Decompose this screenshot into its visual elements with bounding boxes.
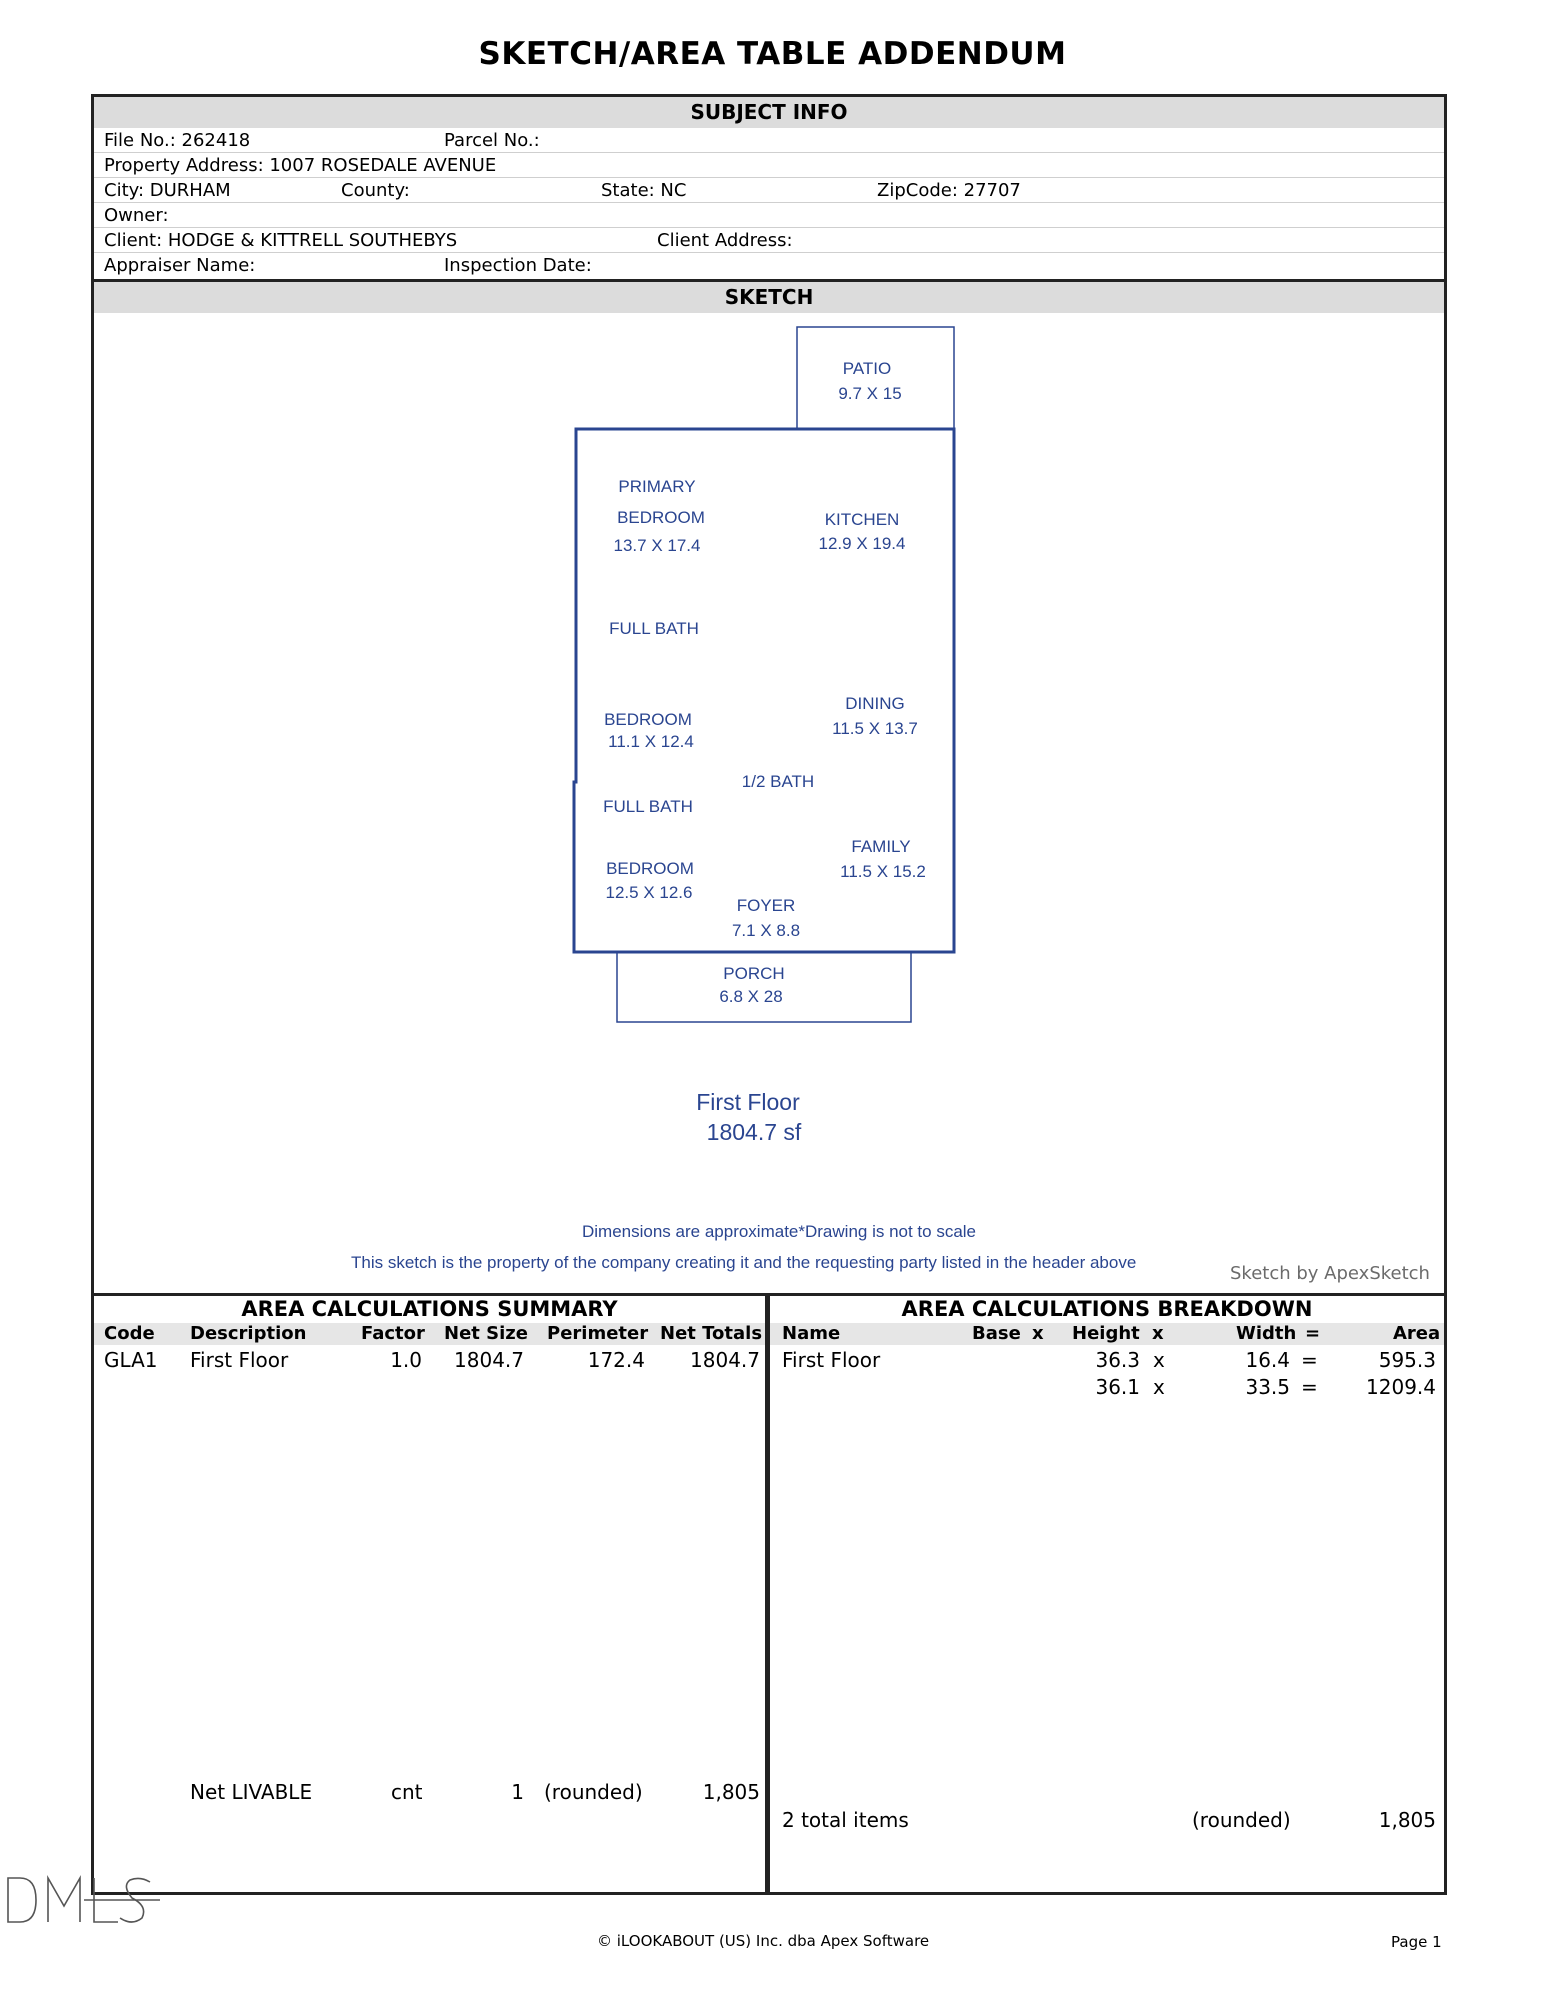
sketch-header: SKETCH — [94, 282, 1444, 313]
foyer-dimensions: 7.1 X 8.8 — [731, 921, 801, 940]
breakdown-title: AREA CALCULATIONS BREAKDOWN — [901, 1297, 1313, 1321]
primary-bedroom-label-2: BEDROOM — [617, 508, 705, 527]
breakdown-row-2-width: 33.5 — [1245, 1375, 1290, 1399]
half-bath-label: 1/2 BATH — [741, 772, 815, 791]
breakdown-col-base: Base — [972, 1323, 1021, 1344]
net-livable-rounded: (rounded) — [544, 1780, 643, 1804]
sketch-ownership-note: This sketch is the property of the company creating it and the requesting party listed in the header above — [351, 1253, 1137, 1272]
dmls-watermark-logo — [0, 1870, 170, 1930]
full-bath-label-2: FULL BATH — [603, 797, 693, 816]
parcel-number: Parcel No.: — [444, 130, 540, 151]
breakdown-col-x2: x — [1152, 1323, 1164, 1344]
dining-label: DINING — [845, 694, 905, 713]
breakdown-row-1-area: 595.3 — [1378, 1348, 1436, 1372]
breakdown-row-2-height: 36.1 — [1095, 1375, 1140, 1399]
breakdown-row-1-width: 16.4 — [1245, 1348, 1290, 1372]
page-number: Page 1 — [1391, 1933, 1442, 1951]
kitchen-label: KITCHEN — [824, 510, 900, 529]
city: City: DURHAM — [104, 180, 231, 201]
page-title: SKETCH/AREA TABLE ADDENDUM — [478, 36, 1067, 72]
kitchen-dimensions: 12.9 X 19.4 — [818, 534, 906, 553]
summary-col-description: Description — [190, 1323, 307, 1344]
appraiser-name: Appraiser Name: — [104, 255, 256, 276]
breakdown-col-area: Area — [1393, 1323, 1441, 1344]
copyright: © iLOOKABOUT (US) Inc. dba Apex Software — [597, 1932, 930, 1950]
apexsketch-credit: Sketch by ApexSketch — [1230, 1263, 1430, 1284]
dining-dimensions: 11.5 X 13.7 — [832, 719, 918, 738]
property-address: Property Address: 1007 ROSEDALE AVENUE — [104, 155, 497, 176]
breakdown-row-1-name: First Floor — [782, 1348, 881, 1372]
client: Client: HODGE & KITTRELL SOUTHEBYS — [104, 230, 458, 251]
net-livable-total: 1,805 — [702, 1780, 760, 1804]
state: State: NC — [601, 180, 687, 201]
breakdown-col-width: Width — [1236, 1323, 1297, 1344]
summary-col-net-totals: Net Totals — [660, 1323, 763, 1344]
family-dimensions: 11.5 X 15.2 — [840, 862, 926, 881]
foyer-label: FOYER — [736, 896, 796, 915]
net-livable-label: Net LIVABLE — [190, 1780, 313, 1804]
file-number: File No.: 262418 — [104, 130, 251, 151]
sketch-disclaimer: Dimensions are approximate*Drawing is not to scale — [582, 1222, 977, 1241]
bedroom-2-label: BEDROOM — [604, 710, 692, 729]
summary-net-totals: 1804.7 — [690, 1348, 760, 1372]
summary-net-size: 1804.7 — [454, 1348, 524, 1372]
breakdown-col-name: Name — [782, 1323, 841, 1344]
floor-area: 1804.7 sf — [706, 1119, 802, 1145]
breakdown-col-x1: x — [1032, 1323, 1044, 1344]
patio-label: PATIO — [842, 359, 892, 378]
summary-col-code: Code — [104, 1323, 155, 1344]
summary-code: GLA1 — [104, 1348, 158, 1372]
inspection-date: Inspection Date: — [444, 255, 592, 276]
summary-col-net-size: Net Size — [444, 1323, 528, 1344]
porch-label: PORCH — [723, 964, 785, 983]
section-divider — [765, 1293, 770, 1895]
summary-description: First Floor — [190, 1348, 289, 1372]
full-bath-label-1: FULL BATH — [609, 619, 699, 638]
bedroom-2-dimensions: 11.1 X 12.4 — [608, 732, 694, 751]
breakdown-rounded: (rounded) — [1192, 1808, 1291, 1832]
primary-bedroom-dimensions: 13.7 X 17.4 — [613, 536, 701, 555]
breakdown-row-1-eq: = — [1301, 1348, 1318, 1372]
breakdown-row-2-x: x — [1153, 1375, 1165, 1399]
summary-col-perimeter: Perimeter — [547, 1323, 649, 1344]
summary-col-factor: Factor — [361, 1323, 425, 1344]
family-label: FAMILY — [851, 837, 911, 856]
breakdown-total-items: 2 total items — [782, 1808, 909, 1832]
zip-code: ZipCode: 27707 — [877, 180, 1021, 201]
subject-info-header: SUBJECT INFO — [94, 97, 1444, 128]
breakdown-row-2-eq: = — [1301, 1375, 1318, 1399]
floor-label: First Floor — [696, 1089, 800, 1115]
breakdown-row-2-area: 1209.4 — [1366, 1375, 1436, 1399]
breakdown-col-height: Height — [1072, 1323, 1140, 1344]
summary-factor: 1.0 — [390, 1348, 422, 1372]
bedroom-3-dimensions: 12.5 X 12.6 — [605, 883, 693, 902]
summary-perimeter: 172.4 — [587, 1348, 645, 1372]
owner: Owner: — [104, 205, 169, 226]
breakdown-row-1-x: x — [1153, 1348, 1165, 1372]
bedroom-3-label: BEDROOM — [606, 859, 694, 878]
breakdown-total: 1,805 — [1378, 1808, 1436, 1832]
patio-dimensions: 9.7 X 15 — [838, 384, 902, 403]
breakdown-col-eq: = — [1305, 1323, 1321, 1344]
breakdown-row-1-height: 36.3 — [1095, 1348, 1140, 1372]
county: County: — [341, 180, 410, 201]
net-livable-count: 1 — [511, 1780, 524, 1804]
summary-title: AREA CALCULATIONS SUMMARY — [241, 1297, 618, 1321]
net-livable-cnt: cnt — [391, 1780, 423, 1804]
porch-dimensions: 6.8 X 28 — [719, 987, 783, 1006]
client-address: Client Address: — [657, 230, 793, 251]
primary-bedroom-label-1: PRIMARY — [618, 477, 696, 496]
